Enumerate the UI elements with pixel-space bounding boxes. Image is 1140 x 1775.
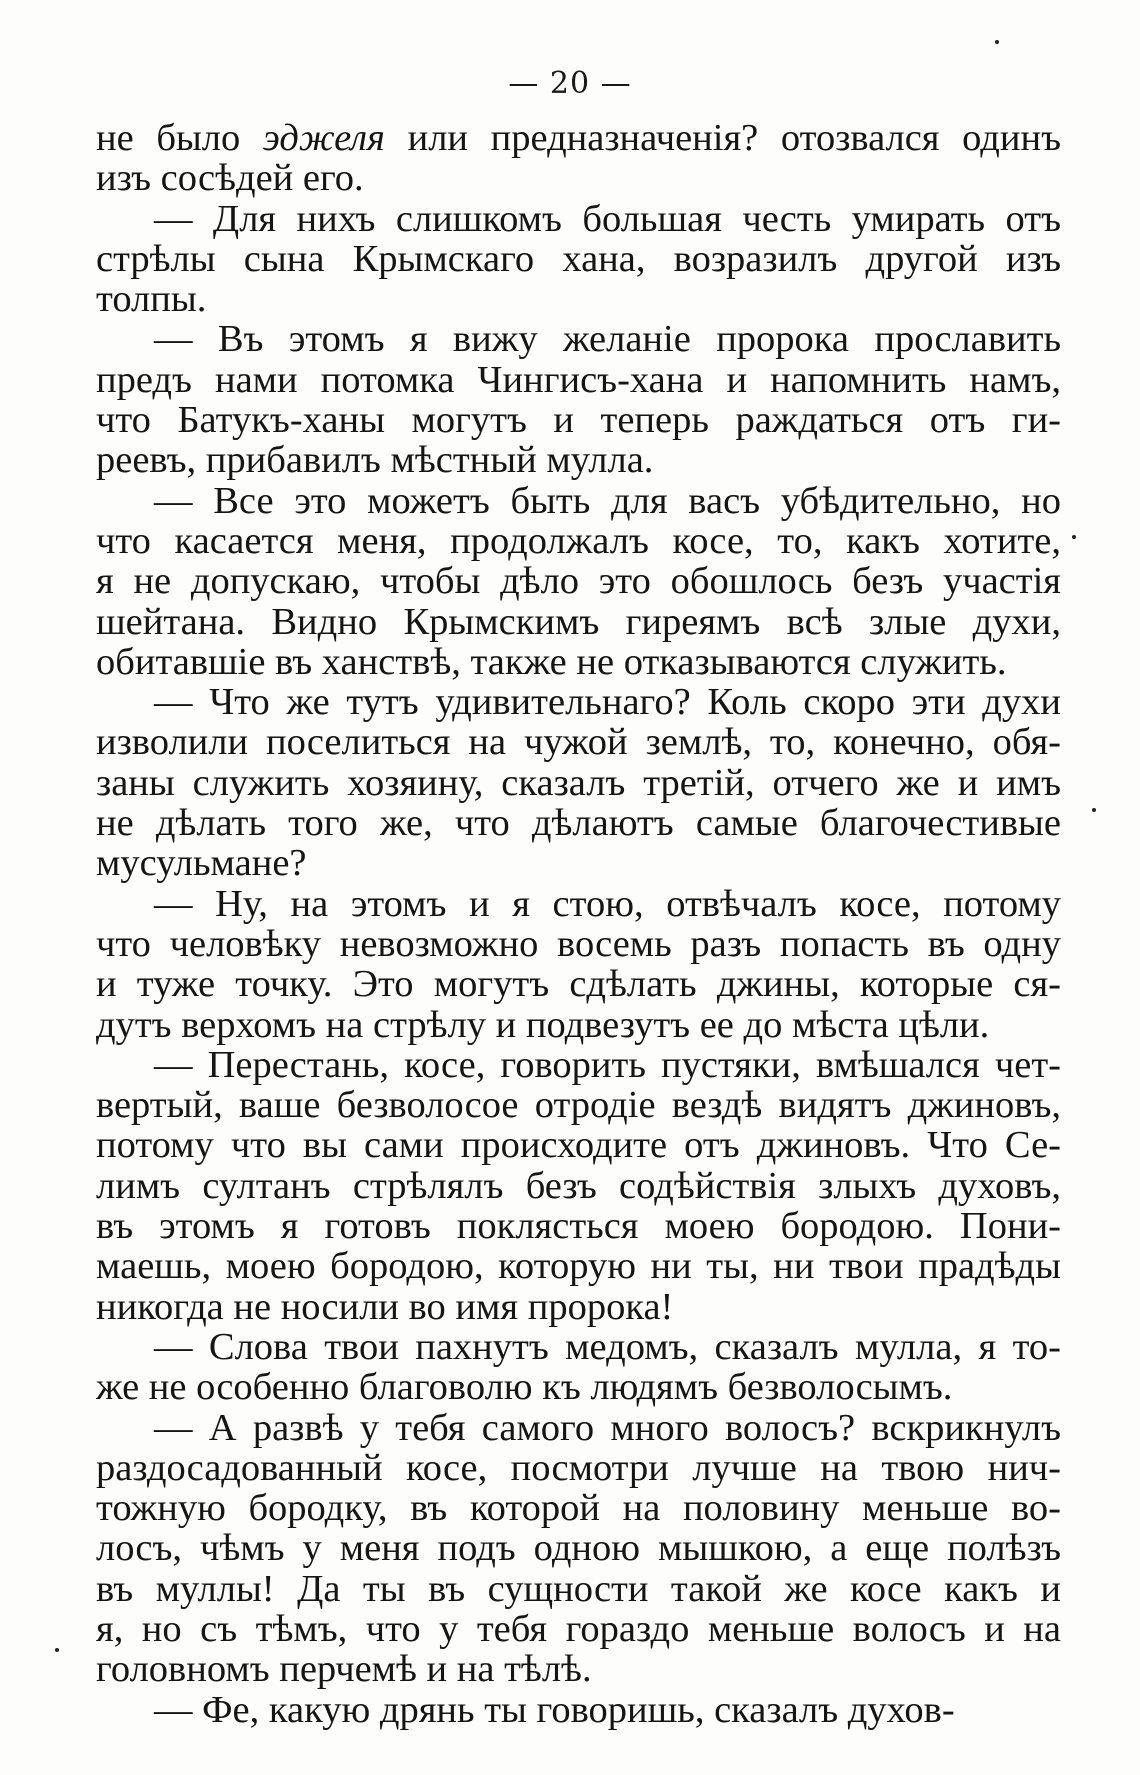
text-line: — Все это можетъ быть для васъ убѣдительно, но (154, 480, 1061, 521)
text-line: шейтана. Видно Крымскимъ гиреямъ всѣ злые духи, (96, 601, 1061, 642)
text-line: въ муллы! Да ты въ сущности такой же косе какъ и (96, 1568, 1061, 1609)
ink-speck (1072, 535, 1076, 539)
text-line: маешь, моею бородою, которую ни ты, ни твои прадѣды (96, 1246, 1061, 1287)
text-line: — Что же тутъ удивительнаго? Коль скоро эти духи (154, 682, 1061, 723)
text-line: въ этомъ я готовъ поклясться моею бородою. Пони- (96, 1206, 1061, 1247)
ink-speck (55, 1648, 59, 1652)
ink-speck (1092, 808, 1096, 812)
paragraph (96, 884, 1061, 1045)
text-line: — А развѣ у тебя самого много волосъ? вскрикнулъ (154, 1407, 1061, 1448)
text-line: мусульмане? (96, 843, 307, 884)
paragraph (96, 199, 1061, 320)
text-line: вертый, ваше безволосое отродіе вездѣ видятъ джиновъ, (96, 1085, 1061, 1126)
paragraph (96, 1045, 1061, 1327)
text-line: и туже точку. Это могутъ сдѣлать джины, которые ся- (96, 964, 1061, 1005)
text-line: предъ нами потомка Чингисъ-хана и напомнить намъ, (96, 359, 1061, 401)
paragraph (96, 1408, 1061, 1690)
text-line: — Слова твои пахнутъ медомъ, сказалъ мулла, я то- (154, 1326, 1061, 1368)
text-line: лосъ, чѣмъ у меня подъ одною мышкою, а еще полѣзъ (96, 1528, 1061, 1569)
text-line: — Ну, на этомъ и я стою, отвѣчалъ косе, потому (154, 883, 1061, 924)
text-line: изволили поселиться на чужой землѣ, то, конечно, обя- (96, 722, 1061, 763)
paragraph (96, 1690, 1061, 1730)
body-text (96, 118, 1061, 1730)
text-line: — Въ этомъ я вижу желаніе пророка прославить (154, 319, 1061, 360)
paragraph (96, 481, 1061, 682)
paragraph (96, 118, 1061, 199)
paragraph (96, 682, 1061, 883)
text-line: же не особенно благоволю къ людямъ безволосымъ. (96, 1367, 953, 1408)
text-line: раздосадованный косе, посмотри лучше на твою нич- (96, 1447, 1061, 1489)
text-line: что касается меня, продолжалъ косе, то, какъ хотите, (96, 520, 1061, 562)
text-line: реевъ, прибавилъ мѣстный мулла. (96, 440, 654, 481)
text-line: головномъ перчемѣ и на тѣлѣ. (96, 1649, 592, 1690)
text-line: не дѣлать того же, что дѣлаютъ самые благочестивые (96, 803, 1061, 844)
text-line: толпы. (96, 279, 207, 320)
text-line: я, но съ тѣмъ, что у тебя гораздо меньше волосъ и на (96, 1608, 1061, 1650)
paragraph (96, 1327, 1061, 1408)
page-number: — 20 — (508, 66, 632, 101)
italic-term: эджеля (262, 118, 385, 159)
text-line: стрѣлы сына Крымскаго хана, возразилъ другой изъ (96, 238, 1061, 280)
text-line: — Фе, какую дрянь ты говоришь, сказалъ духов- (154, 1689, 955, 1730)
text-line: что человѣку невозможно восемь разъ попасть въ одну (96, 923, 1061, 965)
text-line: обитавшіе въ ханствѣ, также не отказываются служить. (96, 641, 1007, 683)
text-line: что Батукъ-ханы могутъ и теперь раждаться отъ ги- (96, 400, 1061, 441)
text-line: лимъ султанъ стрѣлялъ безъ содѣйствія злыхъ духовъ, (96, 1165, 1061, 1207)
text-line: дутъ верхомъ на стрѣлу и подвезутъ ее до мѣста цѣли. (96, 1004, 990, 1045)
text-line: заны служить хозяину, сказалъ третій, отчего же и имъ (96, 762, 1061, 804)
text-line: потому что вы сами происходите отъ джиновъ. Что Се- (96, 1125, 1061, 1166)
ink-speck (995, 40, 999, 44)
text-line: не было эджеля или предназначенія? отозвался одинъ (96, 118, 1061, 159)
paragraph (96, 319, 1061, 480)
text-line: изъ сосѣдей его. (96, 158, 364, 199)
text-line: — Перестань, косе, говорить пустяки, вмѣшался чет- (154, 1044, 1061, 1086)
text-line: никогда не носили во имя пророка! (96, 1286, 674, 1327)
text-line: я не допускаю, чтобы дѣло это обошлось безъ участія (96, 561, 1061, 602)
text-line: тожную бородку, въ которой на половину меньше во- (96, 1488, 1061, 1529)
text-line: — Для нихъ слишкомъ большая честь умирать отъ (154, 198, 1061, 239)
